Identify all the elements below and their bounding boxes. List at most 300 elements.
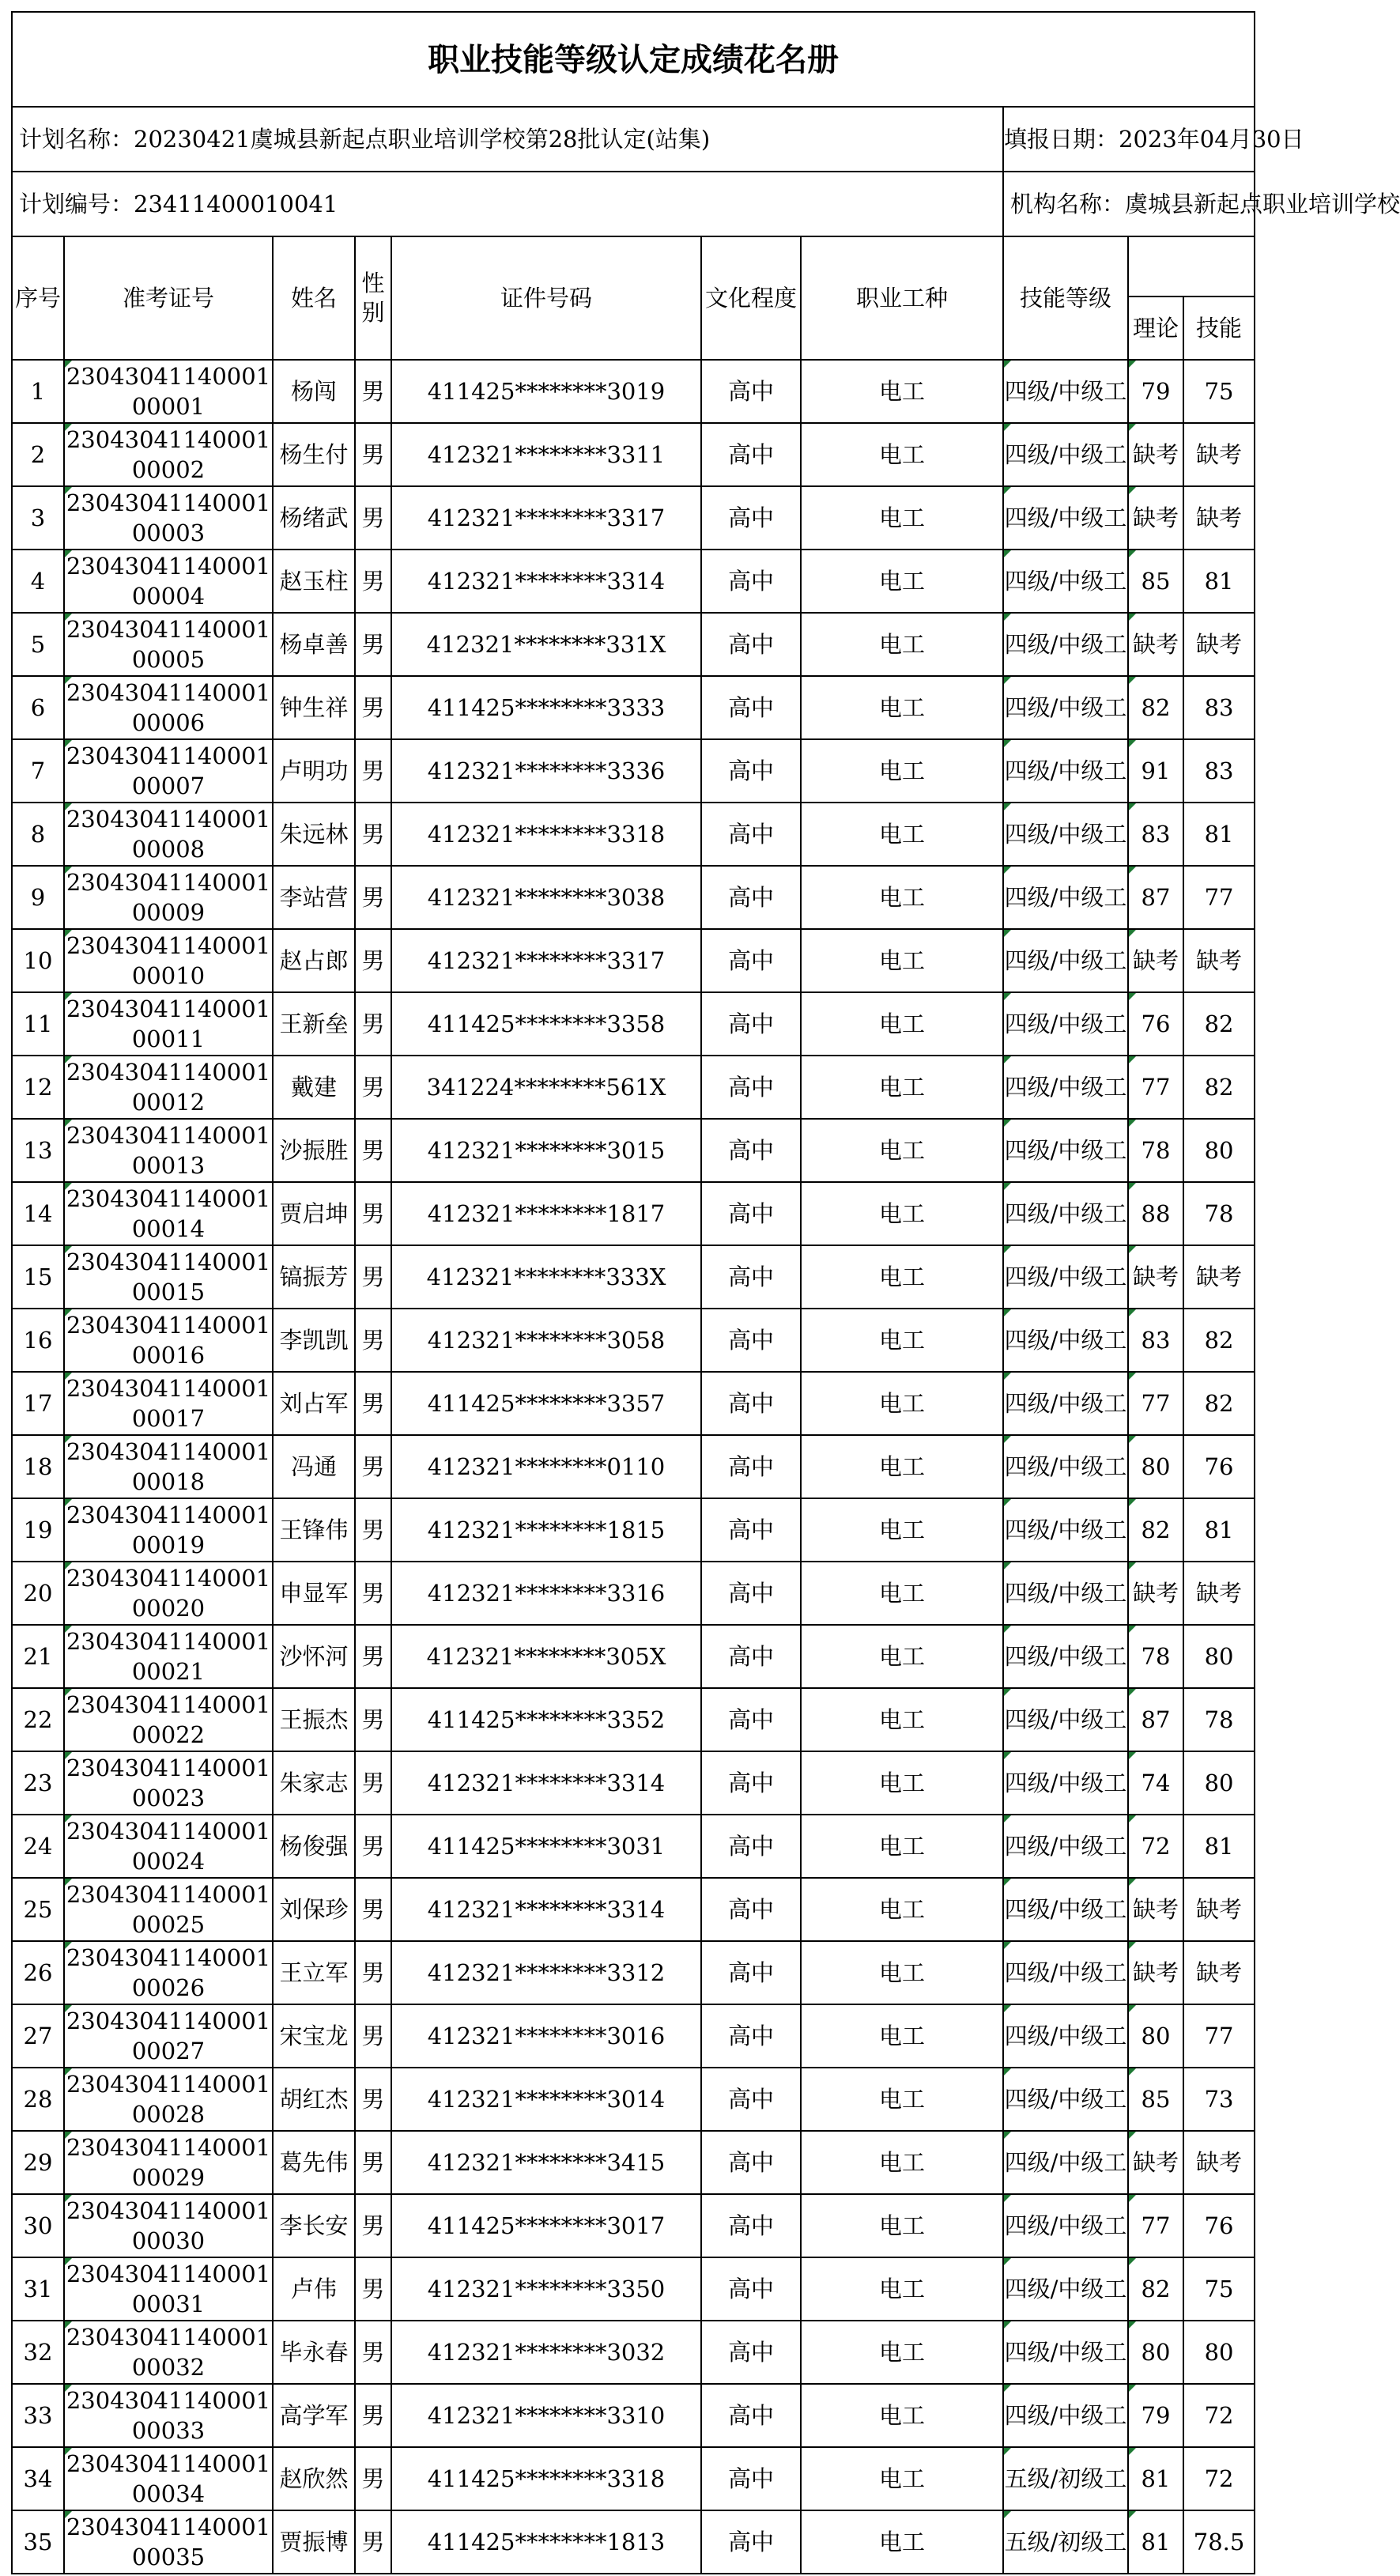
cell-name: 冯通 <box>273 1435 355 1498</box>
table-row <box>12 2384 1255 2447</box>
cell-theory-score: 91 <box>1128 739 1183 803</box>
cell-name: 高学军 <box>273 2384 355 2447</box>
cell-theory-score: 80 <box>1128 2004 1183 2068</box>
cell-theory-score: 76 <box>1128 992 1183 1056</box>
cell-name: 贾启坤 <box>273 1182 355 1245</box>
cell-id-number: 412321********3318 <box>391 803 701 866</box>
cell-name: 赵欣然 <box>273 2447 355 2510</box>
cell-trade: 电工 <box>801 739 1003 803</box>
cell-name: 王新垒 <box>273 992 355 1056</box>
cell-name: 卢明功 <box>273 739 355 803</box>
cell-id-number: 412321********3016 <box>391 2004 701 2068</box>
cell-id-number: 411425********1813 <box>391 2510 701 2574</box>
cell-trade: 电工 <box>801 423 1003 486</box>
cell-id-number: 412321********3310 <box>391 2384 701 2447</box>
cell-gender: 男 <box>355 2447 391 2510</box>
cell-ticket-number: 2304304114000100006 <box>64 676 273 739</box>
cell-education: 高中 <box>701 360 801 423</box>
cell-trade: 电工 <box>801 2257 1003 2321</box>
cell-trade: 电工 <box>801 1435 1003 1498</box>
cell-skill-score: 77 <box>1183 2004 1255 2068</box>
cell-education: 高中 <box>701 423 801 486</box>
cell-trade: 电工 <box>801 929 1003 992</box>
cell-trade: 电工 <box>801 2131 1003 2194</box>
cell-gender: 男 <box>355 2510 391 2574</box>
cell-education: 高中 <box>701 2510 801 2574</box>
cell-id-number: 411425********3333 <box>391 676 701 739</box>
cell-skill-level: 四级/中级工 <box>1003 803 1128 866</box>
cell-gender: 男 <box>355 360 391 423</box>
cell-gender: 男 <box>355 2068 391 2131</box>
cell-skill-score: 81 <box>1183 550 1255 613</box>
cell-ticket-number: 2304304114000100026 <box>64 1941 273 2004</box>
cell-education: 高中 <box>701 1498 801 1562</box>
table-row <box>12 992 1255 1056</box>
cell-trade: 电工 <box>801 2194 1003 2257</box>
cell-theory-score: 82 <box>1128 1498 1183 1562</box>
cell-skill-score: 缺考 <box>1183 486 1255 550</box>
cell-seq: 30 <box>12 2194 64 2257</box>
cell-skill-level: 四级/中级工 <box>1003 1625 1128 1688</box>
table-row <box>12 2194 1255 2257</box>
cell-education: 高中 <box>701 1372 801 1435</box>
cell-name: 沙怀河 <box>273 1625 355 1688</box>
cell-gender: 男 <box>355 613 391 676</box>
cell-education: 高中 <box>701 2004 801 2068</box>
cell-trade: 电工 <box>801 360 1003 423</box>
cell-skill-score: 81 <box>1183 803 1255 866</box>
cell-skill-level: 四级/中级工 <box>1003 676 1128 739</box>
cell-gender: 男 <box>355 992 391 1056</box>
cell-seq: 8 <box>12 803 64 866</box>
table-row <box>12 1435 1255 1498</box>
cell-gender: 男 <box>355 1056 391 1119</box>
cell-skill-score: 缺考 <box>1183 2131 1255 2194</box>
cell-skill-score: 82 <box>1183 1372 1255 1435</box>
cell-theory-score: 78 <box>1128 1625 1183 1688</box>
cell-skill-level: 四级/中级工 <box>1003 2068 1128 2131</box>
header-theory: 理论 <box>1128 297 1183 360</box>
header-id: 证件号码 <box>391 236 701 360</box>
cell-trade: 电工 <box>801 2510 1003 2574</box>
cell-ticket-number: 2304304114000100018 <box>64 1435 273 1498</box>
cell-seq: 29 <box>12 2131 64 2194</box>
cell-skill-score: 83 <box>1183 676 1255 739</box>
cell-trade: 电工 <box>801 1245 1003 1309</box>
cell-skill-level: 四级/中级工 <box>1003 550 1128 613</box>
cell-trade: 电工 <box>801 2447 1003 2510</box>
cell-trade: 电工 <box>801 2321 1003 2384</box>
cell-seq: 20 <box>12 1562 64 1625</box>
table-row <box>12 1182 1255 1245</box>
cell-education: 高中 <box>701 1625 801 1688</box>
cell-skill-level: 四级/中级工 <box>1003 2004 1128 2068</box>
cell-education: 高中 <box>701 2321 801 2384</box>
cell-seq: 4 <box>12 550 64 613</box>
cell-theory-score: 缺考 <box>1128 2131 1183 2194</box>
cell-education: 高中 <box>701 1751 801 1815</box>
cell-theory-score: 缺考 <box>1128 1878 1183 1941</box>
cell-gender: 男 <box>355 676 391 739</box>
cell-trade: 电工 <box>801 1056 1003 1119</box>
cell-name: 王锋伟 <box>273 1498 355 1562</box>
cell-seq: 11 <box>12 992 64 1056</box>
cell-skill-level: 四级/中级工 <box>1003 1815 1128 1878</box>
cell-ticket-number: 2304304114000100024 <box>64 1815 273 1878</box>
cell-seq: 26 <box>12 1941 64 2004</box>
cell-skill-level: 四级/中级工 <box>1003 2257 1128 2321</box>
cell-skill-level: 四级/中级工 <box>1003 486 1128 550</box>
cell-skill-score: 75 <box>1183 360 1255 423</box>
cell-ticket-number: 2304304114000100012 <box>64 1056 273 1119</box>
cell-skill-score: 缺考 <box>1183 1878 1255 1941</box>
cell-id-number: 412321********3314 <box>391 550 701 613</box>
cell-id-number: 412321********1815 <box>391 1498 701 1562</box>
cell-skill-score: 72 <box>1183 2447 1255 2510</box>
cell-seq: 34 <box>12 2447 64 2510</box>
cell-skill-level: 四级/中级工 <box>1003 1941 1128 2004</box>
cell-ticket-number: 2304304114000100005 <box>64 613 273 676</box>
cell-theory-score: 82 <box>1128 676 1183 739</box>
cell-theory-score: 缺考 <box>1128 486 1183 550</box>
cell-education: 高中 <box>701 739 801 803</box>
cell-skill-level: 四级/中级工 <box>1003 1056 1128 1119</box>
table-row <box>12 803 1255 866</box>
cell-name: 钟生祥 <box>273 676 355 739</box>
cell-skill-score: 80 <box>1183 1119 1255 1182</box>
cell-seq: 9 <box>12 866 64 929</box>
table-row <box>12 2257 1255 2321</box>
cell-skill-score: 72 <box>1183 2384 1255 2447</box>
cell-theory-score: 85 <box>1128 550 1183 613</box>
cell-gender: 男 <box>355 423 391 486</box>
cell-theory-score: 80 <box>1128 2321 1183 2384</box>
header-skill: 技能 <box>1183 297 1255 360</box>
cell-theory-score: 83 <box>1128 1309 1183 1372</box>
cell-trade: 电工 <box>801 1119 1003 1182</box>
cell-seq: 16 <box>12 1309 64 1372</box>
cell-name: 杨生付 <box>273 423 355 486</box>
cell-theory-score: 79 <box>1128 360 1183 423</box>
cell-ticket-number: 2304304114000100015 <box>64 1245 273 1309</box>
cell-skill-level: 四级/中级工 <box>1003 1245 1128 1309</box>
cell-education: 高中 <box>701 1435 801 1498</box>
table-row <box>12 1498 1255 1562</box>
cell-name: 赵玉柱 <box>273 550 355 613</box>
cell-education: 高中 <box>701 676 801 739</box>
cell-ticket-number: 2304304114000100002 <box>64 423 273 486</box>
cell-education: 高中 <box>701 2257 801 2321</box>
cell-skill-level: 四级/中级工 <box>1003 992 1128 1056</box>
cell-theory-score: 87 <box>1128 1688 1183 1751</box>
cell-seq: 31 <box>12 2257 64 2321</box>
cell-name: 王立军 <box>273 1941 355 2004</box>
cell-ticket-number: 2304304114000100033 <box>64 2384 273 2447</box>
cell-ticket-number: 2304304114000100027 <box>64 2004 273 2068</box>
cell-seq: 25 <box>12 1878 64 1941</box>
cell-education: 高中 <box>701 992 801 1056</box>
cell-skill-level: 四级/中级工 <box>1003 1119 1128 1182</box>
table-row <box>12 866 1255 929</box>
cell-ticket-number: 2304304114000100029 <box>64 2131 273 2194</box>
cell-education: 高中 <box>701 2194 801 2257</box>
cell-education: 高中 <box>701 1941 801 2004</box>
cell-skill-score: 82 <box>1183 1056 1255 1119</box>
cell-trade: 电工 <box>801 803 1003 866</box>
cell-trade: 电工 <box>801 1372 1003 1435</box>
cell-education: 高中 <box>701 1056 801 1119</box>
cell-theory-score: 72 <box>1128 1815 1183 1878</box>
cell-ticket-number: 2304304114000100010 <box>64 929 273 992</box>
cell-skill-level: 四级/中级工 <box>1003 1688 1128 1751</box>
cell-name: 刘占军 <box>273 1372 355 1435</box>
cell-trade: 电工 <box>801 486 1003 550</box>
cell-skill-level: 四级/中级工 <box>1003 1435 1128 1498</box>
cell-ticket-number: 2304304114000100016 <box>64 1309 273 1372</box>
cell-seq: 14 <box>12 1182 64 1245</box>
page-title: 职业技能等级认定成绩花名册 <box>12 12 1255 107</box>
cell-gender: 男 <box>355 1372 391 1435</box>
cell-gender: 男 <box>355 2257 391 2321</box>
table-row <box>12 486 1255 550</box>
cell-skill-level: 四级/中级工 <box>1003 1498 1128 1562</box>
cell-theory-score: 77 <box>1128 2194 1183 2257</box>
cell-id-number: 412321********3350 <box>391 2257 701 2321</box>
cell-theory-score: 77 <box>1128 1372 1183 1435</box>
cell-name: 沙振胜 <box>273 1119 355 1182</box>
cell-seq: 23 <box>12 1751 64 1815</box>
cell-gender: 男 <box>355 1878 391 1941</box>
cell-ticket-number: 2304304114000100004 <box>64 550 273 613</box>
cell-skill-level: 四级/中级工 <box>1003 866 1128 929</box>
table-row <box>12 2004 1255 2068</box>
cell-id-number: 412321********3317 <box>391 486 701 550</box>
cell-theory-score: 82 <box>1128 2257 1183 2321</box>
table-row <box>12 1625 1255 1688</box>
cell-theory-score: 缺考 <box>1128 1245 1183 1309</box>
cell-name: 杨卓善 <box>273 613 355 676</box>
cell-theory-score: 74 <box>1128 1751 1183 1815</box>
cell-name: 李站营 <box>273 866 355 929</box>
cell-trade: 电工 <box>801 676 1003 739</box>
cell-theory-score: 缺考 <box>1128 1562 1183 1625</box>
cell-education: 高中 <box>701 2131 801 2194</box>
cell-seq: 1 <box>12 360 64 423</box>
cell-theory-score: 83 <box>1128 803 1183 866</box>
cell-ticket-number: 2304304114000100034 <box>64 2447 273 2510</box>
cell-name: 胡红杰 <box>273 2068 355 2131</box>
cell-skill-score: 78 <box>1183 1688 1255 1751</box>
cell-skill-score: 78 <box>1183 1182 1255 1245</box>
cell-gender: 男 <box>355 866 391 929</box>
cell-id-number: 412321********3415 <box>391 2131 701 2194</box>
cell-skill-score: 76 <box>1183 1435 1255 1498</box>
table-row <box>12 2510 1255 2574</box>
org-name: 机构名称：虞城县新起点职业培训学校 <box>1003 172 1255 236</box>
cell-theory-score: 81 <box>1128 2447 1183 2510</box>
cell-theory-score: 缺考 <box>1128 423 1183 486</box>
cell-education: 高中 <box>701 1688 801 1751</box>
cell-trade: 电工 <box>801 1562 1003 1625</box>
cell-trade: 电工 <box>801 1751 1003 1815</box>
header-education: 文化程度 <box>701 236 801 360</box>
cell-skill-score: 缺考 <box>1183 1245 1255 1309</box>
table-row <box>12 1941 1255 2004</box>
cell-theory-score: 87 <box>1128 866 1183 929</box>
cell-name: 宋宝龙 <box>273 2004 355 2068</box>
cell-seq: 15 <box>12 1245 64 1309</box>
cell-name: 刘保珍 <box>273 1878 355 1941</box>
table-row <box>12 1878 1255 1941</box>
cell-ticket-number: 2304304114000100007 <box>64 739 273 803</box>
cell-id-number: 411425********3017 <box>391 2194 701 2257</box>
cell-education: 高中 <box>701 486 801 550</box>
cell-name: 杨绪武 <box>273 486 355 550</box>
cell-skill-score: 81 <box>1183 1498 1255 1562</box>
cell-trade: 电工 <box>801 1182 1003 1245</box>
cell-trade: 电工 <box>801 1498 1003 1562</box>
table-row <box>12 1309 1255 1372</box>
cell-theory-score: 77 <box>1128 1056 1183 1119</box>
cell-skill-score: 缺考 <box>1183 423 1255 486</box>
cell-skill-score: 81 <box>1183 1815 1255 1878</box>
cell-id-number: 412321********3314 <box>391 1751 701 1815</box>
cell-ticket-number: 2304304114000100031 <box>64 2257 273 2321</box>
cell-skill-level: 四级/中级工 <box>1003 1878 1128 1941</box>
cell-skill-score: 82 <box>1183 992 1255 1056</box>
table-row <box>12 1245 1255 1309</box>
cell-ticket-number: 2304304114000100019 <box>64 1498 273 1562</box>
cell-skill-level: 四级/中级工 <box>1003 2194 1128 2257</box>
cell-trade: 电工 <box>801 866 1003 929</box>
cell-id-number: 411425********3031 <box>391 1815 701 1878</box>
cell-name: 李凯凯 <box>273 1309 355 1372</box>
cell-gender: 男 <box>355 1625 391 1688</box>
cell-skill-score: 82 <box>1183 1309 1255 1372</box>
cell-ticket-number: 2304304114000100001 <box>64 360 273 423</box>
cell-skill-score: 77 <box>1183 866 1255 929</box>
cell-ticket-number: 2304304114000100013 <box>64 1119 273 1182</box>
cell-gender: 男 <box>355 2131 391 2194</box>
cell-trade: 电工 <box>801 1688 1003 1751</box>
plan-number: 计划编号：23411400010041 <box>12 172 1003 236</box>
cell-theory-score: 85 <box>1128 2068 1183 2131</box>
cell-theory-score: 81 <box>1128 2510 1183 2574</box>
cell-education: 高中 <box>701 1182 801 1245</box>
cell-seq: 24 <box>12 1815 64 1878</box>
cell-seq: 3 <box>12 486 64 550</box>
cell-skill-level: 四级/中级工 <box>1003 360 1128 423</box>
cell-skill-level: 四级/中级工 <box>1003 929 1128 992</box>
cell-education: 高中 <box>701 613 801 676</box>
cell-education: 高中 <box>701 929 801 992</box>
cell-id-number: 412321********3312 <box>391 1941 701 2004</box>
table-row <box>12 2131 1255 2194</box>
cell-seq: 21 <box>12 1625 64 1688</box>
cell-name: 王振杰 <box>273 1688 355 1751</box>
cell-skill-score: 76 <box>1183 2194 1255 2257</box>
cell-name: 申显军 <box>273 1562 355 1625</box>
cell-id-number: 412321********3038 <box>391 866 701 929</box>
cell-education: 高中 <box>701 2384 801 2447</box>
header-name: 姓名 <box>273 236 355 360</box>
cell-seq: 32 <box>12 2321 64 2384</box>
cell-skill-level: 四级/中级工 <box>1003 1562 1128 1625</box>
cell-theory-score: 79 <box>1128 2384 1183 2447</box>
cell-seq: 17 <box>12 1372 64 1435</box>
roster-table <box>11 11 1400 2574</box>
cell-skill-score: 83 <box>1183 739 1255 803</box>
cell-skill-level: 五级/初级工 <box>1003 2447 1128 2510</box>
table-row <box>12 613 1255 676</box>
cell-name: 贾振博 <box>273 2510 355 2574</box>
cell-id-number: 341224********561X <box>391 1056 701 1119</box>
cell-trade: 电工 <box>801 1815 1003 1878</box>
cell-gender: 男 <box>355 1941 391 2004</box>
cell-skill-level: 四级/中级工 <box>1003 1309 1128 1372</box>
cell-gender: 男 <box>355 1182 391 1245</box>
cell-ticket-number: 2304304114000100021 <box>64 1625 273 1688</box>
cell-education: 高中 <box>701 2447 801 2510</box>
cell-gender: 男 <box>355 929 391 992</box>
cell-skill-level: 四级/中级工 <box>1003 2131 1128 2194</box>
cell-seq: 28 <box>12 2068 64 2131</box>
cell-skill-score: 80 <box>1183 1625 1255 1688</box>
cell-ticket-number: 2304304114000100003 <box>64 486 273 550</box>
cell-id-number: 412321********305X <box>391 1625 701 1688</box>
cell-theory-score: 88 <box>1128 1182 1183 1245</box>
cell-gender: 男 <box>355 1751 391 1815</box>
cell-trade: 电工 <box>801 2004 1003 2068</box>
cell-id-number: 412321********3311 <box>391 423 701 486</box>
cell-theory-score: 80 <box>1128 1435 1183 1498</box>
cell-education: 高中 <box>701 866 801 929</box>
cell-education: 高中 <box>701 803 801 866</box>
cell-skill-score: 缺考 <box>1183 613 1255 676</box>
cell-id-number: 411425********3318 <box>391 2447 701 2510</box>
roster-sheet <box>11 11 1400 2574</box>
cell-id-number: 411425********3019 <box>391 360 701 423</box>
header-trade: 职业工种 <box>801 236 1003 360</box>
cell-name: 镐振芳 <box>273 1245 355 1309</box>
cell-ticket-number: 2304304114000100008 <box>64 803 273 866</box>
cell-id-number: 412321********3314 <box>391 1878 701 1941</box>
table-row <box>12 360 1255 423</box>
cell-name: 杨俊强 <box>273 1815 355 1878</box>
cell-seq: 10 <box>12 929 64 992</box>
table-row <box>12 1056 1255 1119</box>
table-row <box>12 1751 1255 1815</box>
table-row <box>12 1562 1255 1625</box>
cell-trade: 电工 <box>801 1878 1003 1941</box>
cell-trade: 电工 <box>801 2068 1003 2131</box>
table-row <box>12 1372 1255 1435</box>
cell-seq: 18 <box>12 1435 64 1498</box>
cell-seq: 2 <box>12 423 64 486</box>
cell-id-number: 412321********3317 <box>391 929 701 992</box>
cell-skill-level: 四级/中级工 <box>1003 1372 1128 1435</box>
cell-gender: 男 <box>355 2384 391 2447</box>
cell-name: 葛先伟 <box>273 2131 355 2194</box>
cell-skill-level: 四级/中级工 <box>1003 739 1128 803</box>
plan-name: 计划名称：20230421虞城县新起点职业培训学校第28批认定(站集) <box>12 107 1003 172</box>
cell-trade: 电工 <box>801 2384 1003 2447</box>
cell-skill-level: 四级/中级工 <box>1003 1182 1128 1245</box>
cell-gender: 男 <box>355 1688 391 1751</box>
cell-gender: 男 <box>355 1245 391 1309</box>
cell-skill-score: 80 <box>1183 1751 1255 1815</box>
table-row <box>12 2447 1255 2510</box>
